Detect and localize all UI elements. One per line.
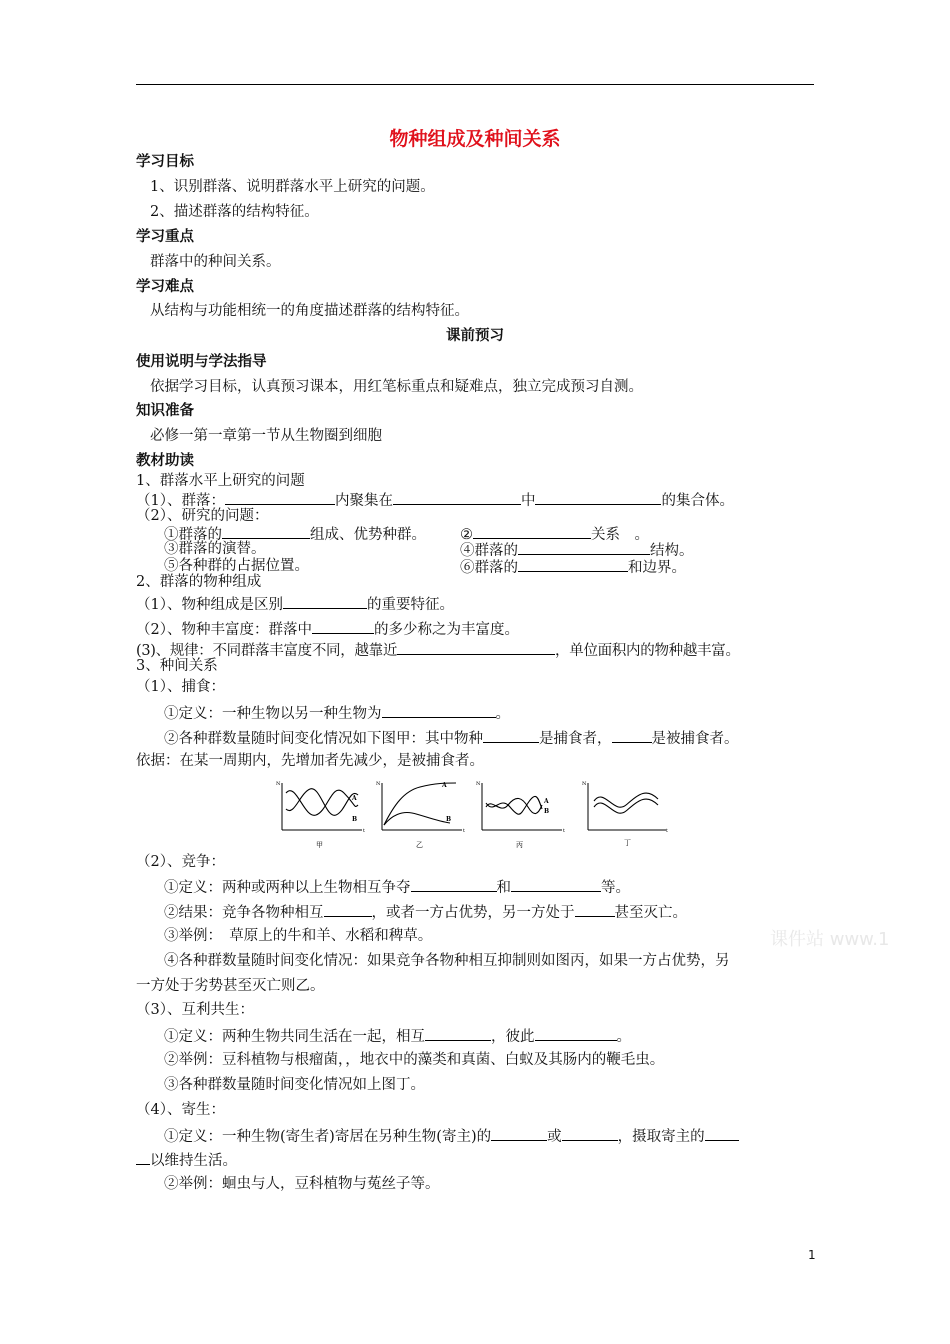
graph-jia-curve-b <box>286 789 358 816</box>
predation-graph-note: ②各种群数量随时间变化情况如下图甲：其中物种 是捕食者， 是被捕食者。 <box>164 728 739 748</box>
graph-ding-curve-a <box>594 793 658 807</box>
guide-text: 依据学习目标，认真预习课本，用红笔标重点和疑难点，独立完成预习自测。 <box>150 379 643 395</box>
community-definition: （1）、群落： 内聚集在 中 的集合体。 <box>136 490 734 510</box>
richness-rule: (3)、规律：不同群落丰富度不同，越靠近 ，单位面积内的物种越丰富。 <box>136 640 740 660</box>
focus-heading: 学习重点 <box>136 229 194 245</box>
goal-item-1: 1、识别群落、说明群落水平上研究的问题。 <box>150 179 435 195</box>
graph-yi-series-a: A <box>442 782 447 789</box>
research-questions-title: （2）、研究的问题： <box>136 508 269 524</box>
predation-heading: （1）、捕食： <box>136 679 225 695</box>
competition-example: ③举例： 草原上的牛和羊、水稻和稗草。 <box>164 928 433 944</box>
graph-bing-label: 丙 <box>516 841 523 849</box>
knowledge-heading: 知识准备 <box>136 403 194 419</box>
reading-heading: 教材助读 <box>136 453 194 469</box>
blank[interactable] <box>511 877 601 892</box>
mutualism-definition: ①定义：两种生物共同生活在一起，相互 ，彼此 。 <box>164 1026 631 1046</box>
blank[interactable] <box>324 902 372 917</box>
blank[interactable] <box>562 1126 618 1141</box>
question-5: ⑤各种群的占据位置。 <box>164 558 309 574</box>
graph-ding-curve-b <box>594 799 658 813</box>
competition-definition: ①定义：两种或两种以上生物相互争夺 和 等。 <box>164 877 630 897</box>
blank[interactable] <box>312 619 374 634</box>
blank[interactable] <box>612 728 652 743</box>
graph-yi-label: 乙 <box>416 841 423 849</box>
preview-heading: 课前预习 <box>446 328 504 344</box>
page-title: 物种组成及种间关系 <box>389 128 561 150</box>
section-3-title: 3、种间关系 <box>136 658 218 674</box>
question-4: ④群落的 结构。 <box>460 540 694 560</box>
predation-definition: ①定义：一种生物以另一种生物为 。 <box>164 703 510 723</box>
competition-graph-note: ④各种群数量随时间变化情况：如果竞争各物种相互抑制则如图丙，如果一方占优势，另 <box>164 953 730 969</box>
blank[interactable] <box>473 524 591 539</box>
blank[interactable] <box>411 877 497 892</box>
species-composition: （1）、物种组成是区别 的重要特征。 <box>136 594 454 614</box>
question-2: ② 关系 。 <box>460 524 649 544</box>
parasitism-definition-cont: 以维持生活。 <box>136 1150 237 1170</box>
blank[interactable] <box>382 703 496 718</box>
blank[interactable] <box>222 524 310 539</box>
graph-yi-y-label: N <box>376 781 381 787</box>
graph-jia-series-a: A <box>352 795 357 802</box>
question-6: ⑥群落的 和边界。 <box>460 557 686 577</box>
competition-graph-note-cont: 一方处于劣势甚至灭亡则乙。 <box>136 978 325 994</box>
predation-basis: 依据：在某一周期内，先增加者先减少，是被捕食者。 <box>136 753 484 769</box>
population-graphs <box>270 775 670 850</box>
blank[interactable] <box>136 1150 150 1165</box>
blank[interactable] <box>397 640 555 655</box>
graph-jia-label: 甲 <box>316 841 323 849</box>
graph-jia-x-label: t <box>363 828 366 834</box>
goal-item-2: 2、描述群落的结构特征。 <box>150 204 319 220</box>
graph-jia-y-label: N <box>276 781 281 787</box>
blank[interactable] <box>425 1026 491 1041</box>
difficulty-heading: 学习难点 <box>136 279 194 295</box>
parasitism-example: ②举例：蛔虫与人，豆科植物与菟丝子等。 <box>164 1176 440 1192</box>
goals-heading: 学习目标 <box>136 154 194 170</box>
knowledge-text: 必修一第一章第一节从生物圈到细胞 <box>150 428 382 444</box>
mutualism-example: ②举例：豆科植物与根瘤菌，，地衣中的藻类和真菌、白蚁及其肠内的鞭毛虫。 <box>164 1052 665 1068</box>
graph-ding-x-label: t <box>666 828 669 834</box>
blank[interactable] <box>535 1026 617 1041</box>
blank[interactable] <box>575 902 615 917</box>
blank[interactable] <box>393 490 521 505</box>
graph-yi <box>376 781 465 849</box>
population-graphs-svg <box>270 775 670 850</box>
graph-ding-y-label: N <box>582 781 587 787</box>
section-2-title: 2、群落的物种组成 <box>136 574 262 590</box>
competition-result: ②结果：竞争各物种相互 ，或者一方占优势，另一方处于 甚至灭亡。 <box>164 902 687 922</box>
graph-ding-label: 丁 <box>624 839 631 847</box>
graph-jia-series-b: B <box>352 816 358 823</box>
blank[interactable] <box>491 1126 547 1141</box>
graph-yi-series-b: B <box>446 816 452 823</box>
question-1: ①群落的 组成、优势种群。 <box>164 524 426 544</box>
species-richness: （2）、物种丰富度：群落中 的多少称之为丰富度。 <box>136 619 519 639</box>
graph-jia <box>276 781 365 849</box>
focus-text: 群落中的种间关系。 <box>150 254 281 270</box>
difficulty-text: 从结构与功能相统一的角度描述群落的结构特征。 <box>150 303 469 319</box>
blank[interactable] <box>705 1126 739 1141</box>
graph-bing-y-label: N <box>476 781 481 787</box>
graph-bing-x-label: t <box>563 828 566 834</box>
graph-bing-series-a: A <box>544 798 549 805</box>
parasitism-definition: ①定义：一种生物(寄生者)寄居在另种生物(寄主)的 或 ，摄取寄主的 <box>164 1126 739 1146</box>
graph-yi-x-label: t <box>463 828 466 834</box>
guide-heading: 使用说明与学法指导 <box>136 354 267 370</box>
blank[interactable] <box>283 594 367 609</box>
blank[interactable] <box>518 540 650 555</box>
graph-bing-series-b: B <box>544 808 550 815</box>
graph-jia-curve-a <box>286 790 358 815</box>
watermark: 课件站 www.1 <box>770 929 890 950</box>
top-rule <box>136 84 814 85</box>
page-number: 1 <box>808 1248 816 1262</box>
mutualism-heading: （3）、互利共生： <box>136 1002 254 1018</box>
blank[interactable] <box>225 490 335 505</box>
section-1-title: 1、群落水平上研究的问题 <box>136 473 305 489</box>
blank[interactable] <box>518 557 628 572</box>
question-3: ③群落的演替。 <box>164 541 266 557</box>
graph-ding <box>582 781 668 847</box>
blank[interactable] <box>483 728 539 743</box>
graph-bing <box>476 781 565 849</box>
graph-yi-curve-b <box>384 813 450 826</box>
mutualism-graph-note: ③各种群数量随时间变化情况如上图丁。 <box>164 1077 425 1093</box>
blank[interactable] <box>535 490 661 505</box>
parasitism-heading: （4）、寄生： <box>136 1102 225 1118</box>
competition-heading: （2）、竞争： <box>136 854 225 870</box>
